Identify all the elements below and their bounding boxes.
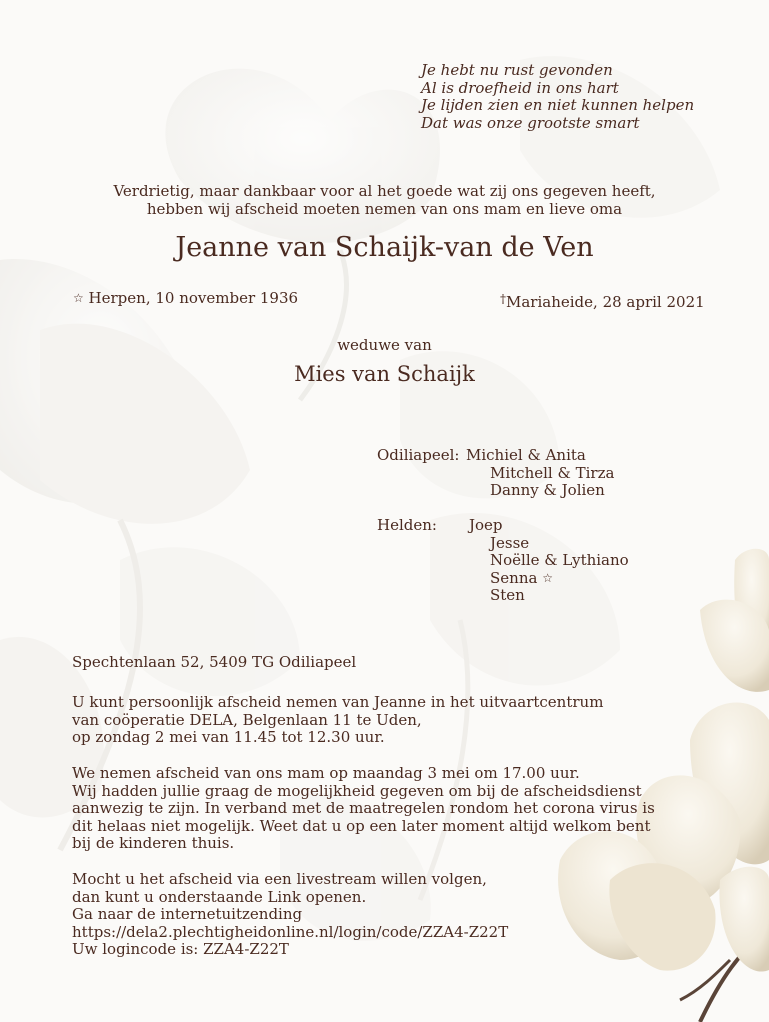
death-text: Mariaheide, 28 april 2021 (506, 293, 705, 311)
family-member-name: Senna (490, 568, 538, 587)
paragraph-line: dit helaas niet mogelijk. Weet dat u op een later moment altijd welkom bent (72, 816, 651, 835)
poem-line: Je hebt nu rust gevonden (421, 61, 613, 79)
family-member (490, 570, 629, 588)
poem-line: Je lijden zien en niet kunnen helpen (421, 96, 695, 114)
paragraph-line: bij de kinderen thuis. (72, 834, 235, 852)
paragraph-line: op zondag 2 mei van 11.45 tot 12.30 uur. (72, 728, 385, 746)
death-info (500, 292, 705, 311)
paragraph-line: We nemen afscheid van ons mam op maandag 3 mei om 17.00 uur. (72, 764, 580, 782)
paragraph-line: aanwezig te zijn. In verband met de maatregelen rondom het corona virus is (72, 799, 655, 817)
paragraph-line: Mocht u het afscheid via een livestream willen volgen, (72, 870, 487, 888)
family-member: Sten (490, 586, 525, 604)
star-icon: ☆ (73, 291, 84, 305)
farewell-paragraph (72, 765, 655, 853)
visitation-paragraph (72, 694, 603, 747)
paragraph-line: U kunt persoonlijk afscheid nemen van Jeanne in het uitvaartcentrum (72, 693, 604, 711)
widow-label: weduwe van (337, 336, 432, 354)
livestream-link[interactable]: https://dela2.plechtigheidonline.nl/login/code/ZZA4-Z22T (72, 922, 509, 941)
paragraph-line: dan kunt u onderstaande Link openen. (72, 887, 367, 906)
intro-line: hebben wij afscheid moeten nemen van ons mam en lieve oma (146, 200, 623, 218)
paragraph-line: Ga naar de internetuitzending (72, 905, 303, 923)
family-member: Joep (469, 516, 503, 534)
family-group-label: Helden: (377, 516, 437, 534)
poem-line: Dat was onze grootste smart (421, 113, 640, 132)
address: Spechtenlaan 52, 5409 TG Odiliapeel (72, 653, 357, 671)
family-members-list (490, 465, 614, 500)
birth-text: Herpen, 10 november 1936 (88, 289, 299, 307)
family-member: Michiel & Anita (466, 446, 586, 464)
paragraph-line: van coöperatie DELA, Belgenlaan 11 te Uden, (72, 710, 422, 729)
birth-info (73, 289, 298, 307)
star-icon: ☆ (542, 570, 553, 585)
login-code: Uw logincode is: ZZA4-Z22T (72, 940, 289, 958)
livestream-paragraph (72, 871, 508, 959)
deceased-name: Jeanne van Schaijk-van de Ven (175, 232, 594, 263)
family-members-list (490, 535, 629, 605)
paragraph-line: Wij hadden jullie graag de mogelijkheid gegeven om bij de afscheidsdienst (72, 781, 642, 800)
poem (421, 62, 694, 132)
intro-text (0, 182, 769, 218)
family-group-label: Odiliapeel: (377, 446, 460, 464)
family-member: Noëlle & Lythiano (490, 551, 629, 569)
spouse-name: Mies van Schaijk (294, 362, 475, 386)
family-member: Danny & Jolien (490, 481, 605, 499)
family-member: Jesse (490, 533, 530, 552)
dagger-icon: † (500, 292, 506, 306)
family-member: Mitchell & Tirza (490, 463, 615, 482)
intro-line: Verdrietig, maar dankbaar voor al het goede wat zij ons gegeven heeft, (113, 182, 656, 200)
poem-line: Al is droefheid in ons hart (421, 78, 619, 97)
